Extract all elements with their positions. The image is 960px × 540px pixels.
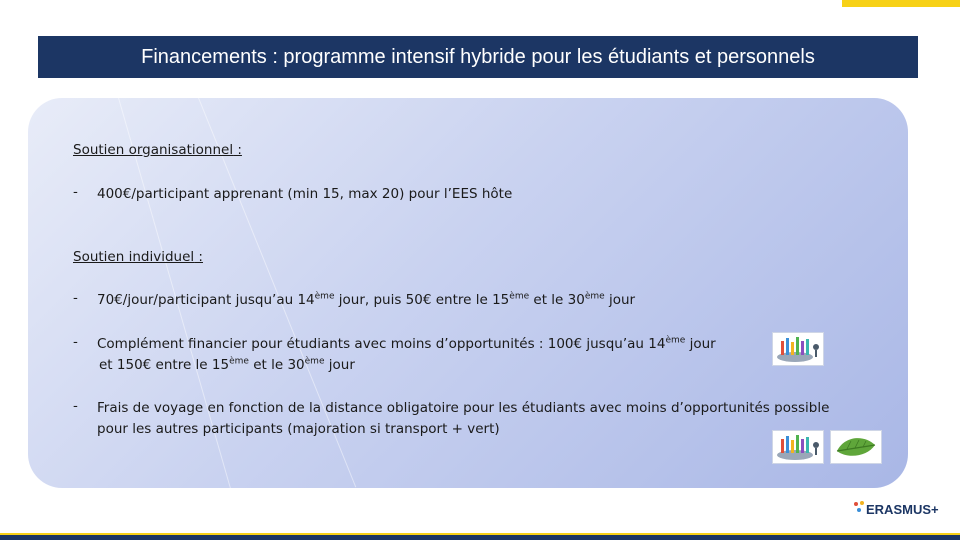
corner-accent [842, 0, 960, 7]
list-item [73, 334, 716, 376]
item-text: 400€/participant apprenant (min 15, max 20) pour l’EES hôte [97, 186, 513, 202]
inclusion-icon [772, 332, 824, 366]
dash: - [73, 184, 78, 200]
page-title: Financements : programme intensif hybride pour les étudiants et personnels [141, 45, 815, 68]
title-bar [38, 36, 918, 78]
inclusion-icon [772, 430, 824, 464]
heading-suffix: : [233, 142, 242, 158]
footer-bar [0, 535, 960, 540]
heading-text: Soutien organisationnel [73, 142, 234, 158]
dash: - [73, 290, 78, 306]
dash: - [73, 334, 78, 350]
section-heading-individual [73, 249, 203, 265]
item-text: Frais de voyage en fonction de la distance obligatoire pour les étudiants avec moins d’opportunités possible pour les autres participants (majoration si transport + vert) [97, 400, 830, 437]
section-heading-organisational [73, 142, 242, 158]
heading-text: Soutien individuel [73, 249, 195, 265]
list-item [73, 184, 512, 205]
dash: - [73, 398, 78, 414]
list-item [73, 398, 829, 440]
erasmus-logo [852, 496, 952, 526]
heading-suffix: : [194, 249, 203, 265]
list-item [73, 290, 635, 311]
logo-text: ERASMUS+ [866, 502, 939, 517]
item-text: Complément financier pour étudiants avec moins d’opportunités : 100€ jusqu’au 14ème jour et 150€ entre le 15ème et le 30ème jour [97, 335, 716, 373]
green-leaf-icon [830, 430, 882, 464]
item-text: 70€/jour/participant jusqu’au 14ème jour, puis 50€ entre le 15ème et le 30ème jour [97, 291, 636, 308]
